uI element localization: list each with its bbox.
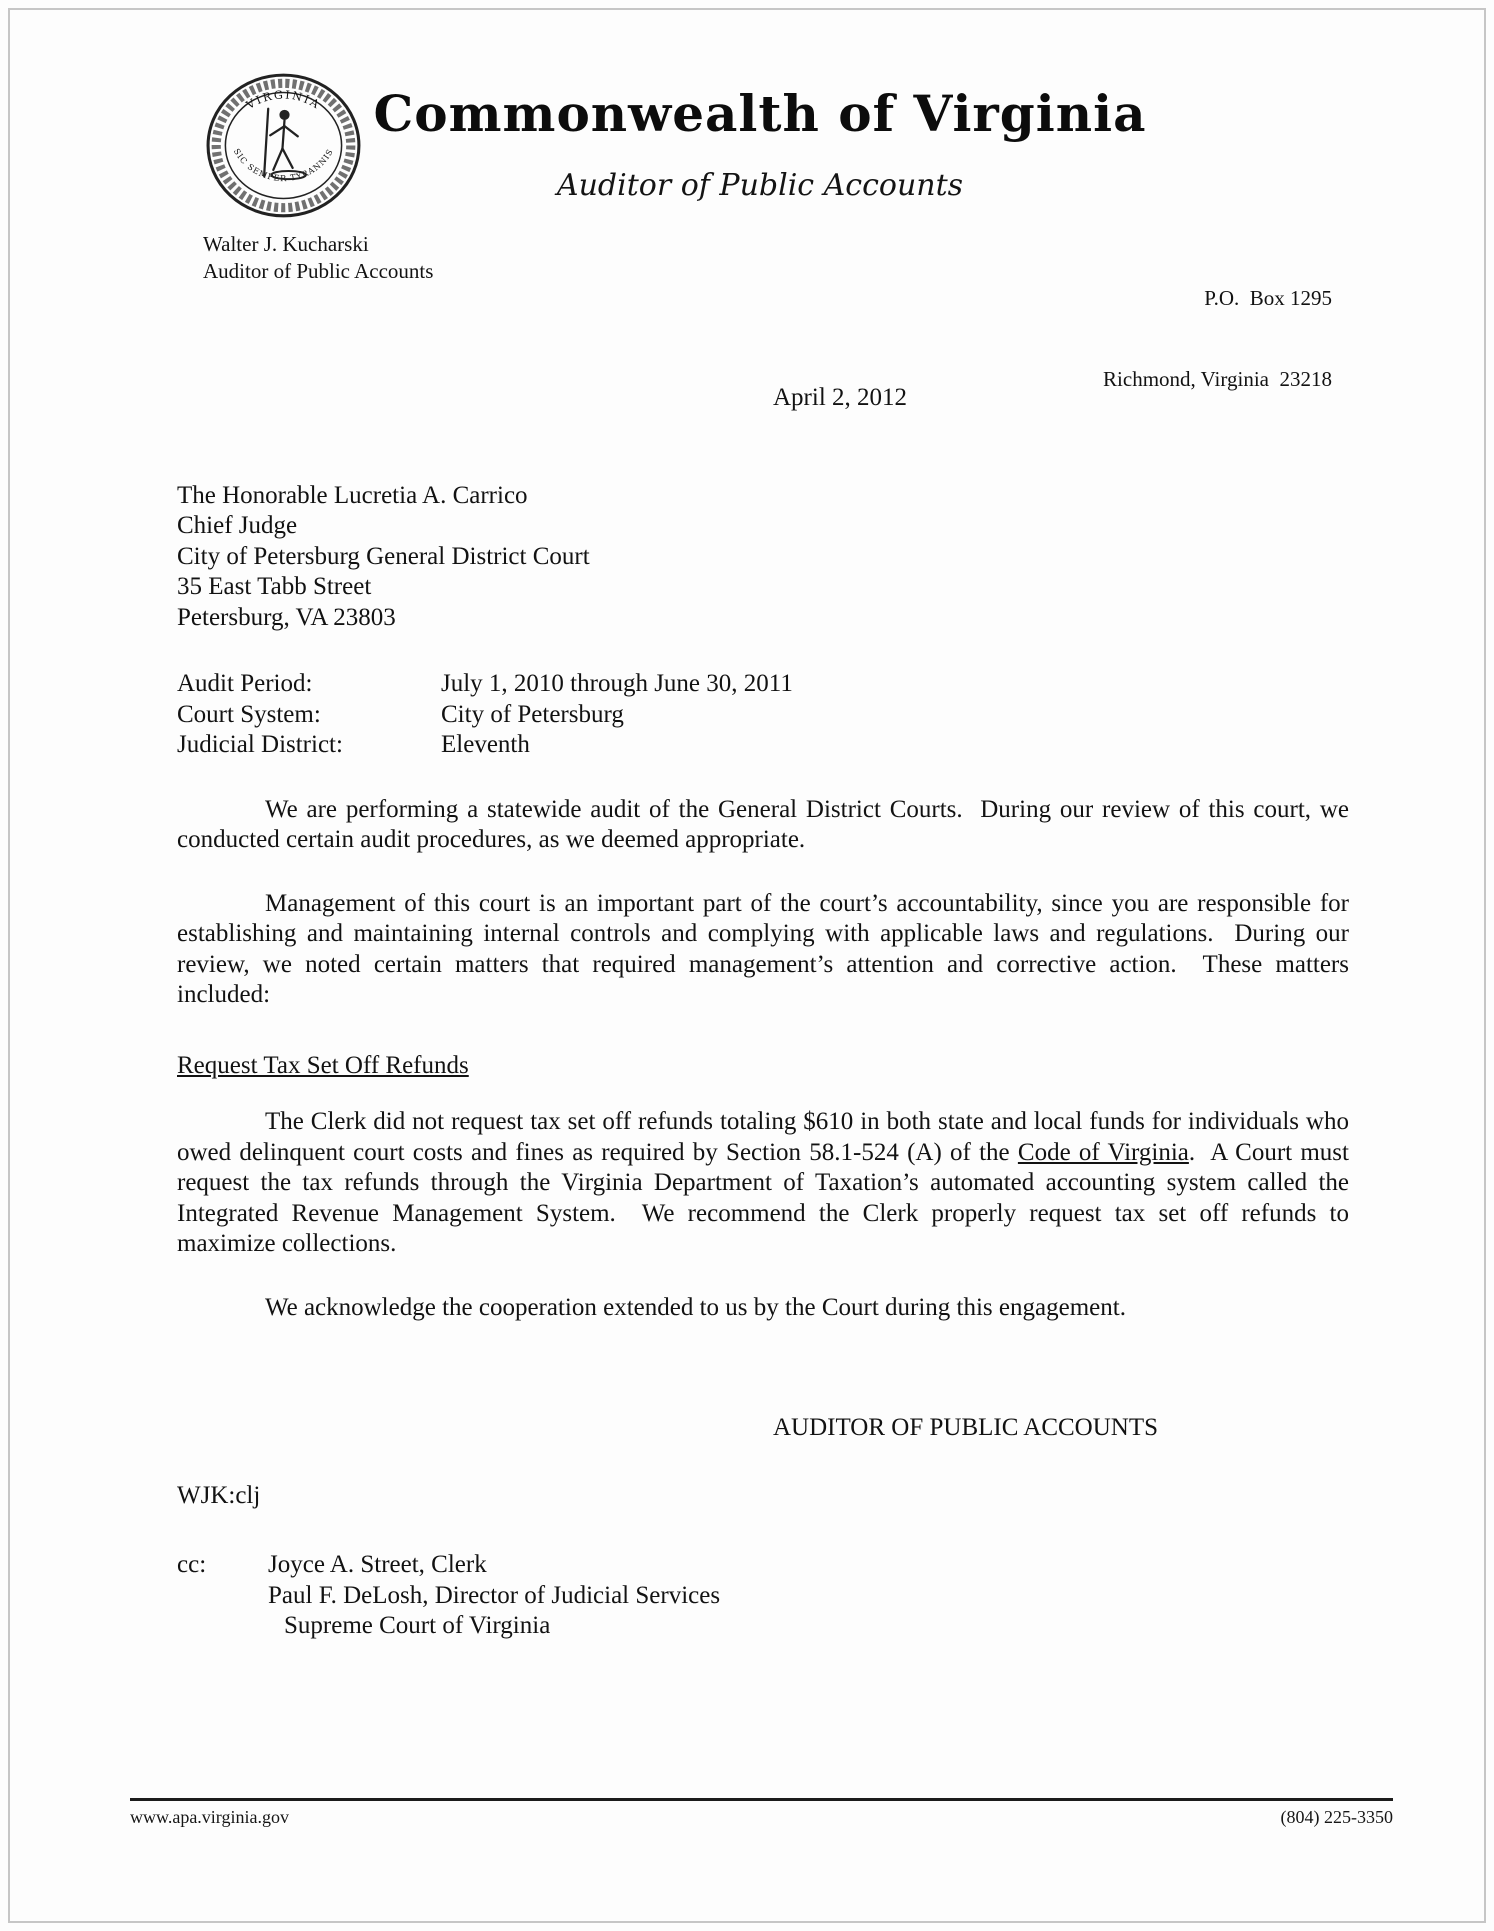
paragraph-management: Management of this court is an important part of the court’s accountability, since you are responsible for establishing and maintaining internal controls and complying with applicable laws and regulations. During our review, we noted certain matters that required management’s attention and corrective action. These matters included: (177, 889, 1356, 1008)
code-of-virginia-reference: Code of Virginia (1017, 1138, 1189, 1166)
recipient-address (177, 481, 1349, 634)
recipient-line: The Honorable Lucretia A. Carrico (177, 481, 528, 509)
footer-website: www.apa.virginia.gov (130, 1807, 289, 1827)
typist-reference: WJK:clj (177, 1481, 261, 1509)
audit-label: Court System: (177, 700, 321, 728)
svg-text:SIC SEMPER TYRANNIS: SIC SEMPER TYRANNIS (231, 146, 336, 184)
letter-content (177, 0, 1356, 1642)
audit-row (177, 730, 1349, 761)
cc-name: Supreme Court of Virginia (284, 1612, 551, 1639)
cc-name: Paul F. DeLosh, Director of Judicial Services (268, 1581, 721, 1609)
paragraph-finding (177, 1107, 1356, 1260)
po-box-line: P.O. Box 1295 (1204, 286, 1332, 310)
footer (130, 1807, 1393, 1828)
audit-row (177, 700, 1349, 731)
audit-label: Audit Period: (177, 670, 313, 697)
audit-value: July 1, 2010 through June 30, 2011 (441, 670, 793, 697)
cc-names (268, 1550, 720, 1642)
cc-name: Joyce A. Street, Clerk (268, 1551, 487, 1578)
letterhead-subtitle: Auditor of Public Accounts (556, 168, 964, 203)
recipient-line: Petersburg, VA 23803 (177, 603, 396, 631)
section-heading: Request Tax Set Off Refunds (177, 1051, 469, 1079)
finding-text-end: . A Court must request the tax refunds through the Virginia Department of Taxation’s automated accounting system called the Integrated Revenue Management System. We recommend the Clerk properly request tax set off refunds to maximize collections. (177, 1138, 1356, 1257)
paragraph-acknowledgement: We acknowledge the cooperation extended to us by the Court during this engagement. (265, 1293, 1126, 1321)
svg-text:VIRGINIA: VIRGINIA (244, 88, 323, 113)
audit-info (177, 669, 1349, 761)
paragraph-intro: We are performing a statewide audit of the General District Courts. During our review of this court, we conducted certain audit procedures, as we deemed appropriate. (177, 795, 1356, 853)
city-line: Richmond, Virginia 23218 (1103, 367, 1332, 391)
signature-organization: AUDITOR OF PUBLIC ACCOUNTS (773, 1414, 1159, 1441)
letterhead-title: Commonwealth of Virginia (373, 84, 1147, 143)
finding-text-start: The Clerk did not request tax set off refunds totaling $610 in both state and local funds for individuals who owed delinquent court costs and fines as required by Section 58.1-524 (A) of the (177, 1108, 1356, 1166)
footer-divider (130, 1798, 1393, 1801)
date-line: April 2, 2012 (773, 384, 908, 411)
audit-value: Eleventh (441, 731, 530, 758)
cc-block (177, 1550, 1349, 1642)
recipient-line: Chief Judge (177, 512, 298, 539)
audit-label: Judicial District: (177, 731, 343, 758)
recipient-line: City of Petersburg General District Court (177, 542, 590, 570)
recipient-line: 35 East Tabb Street (177, 573, 372, 600)
footer-phone: (804) 225-3350 (1280, 1807, 1393, 1827)
audit-value: City of Petersburg (441, 700, 624, 728)
cc-label: cc: (177, 1551, 207, 1578)
official-name: Walter J. Kucharski (203, 232, 369, 256)
official-title: Auditor of Public Accounts (203, 259, 434, 283)
audit-row (177, 669, 1349, 700)
